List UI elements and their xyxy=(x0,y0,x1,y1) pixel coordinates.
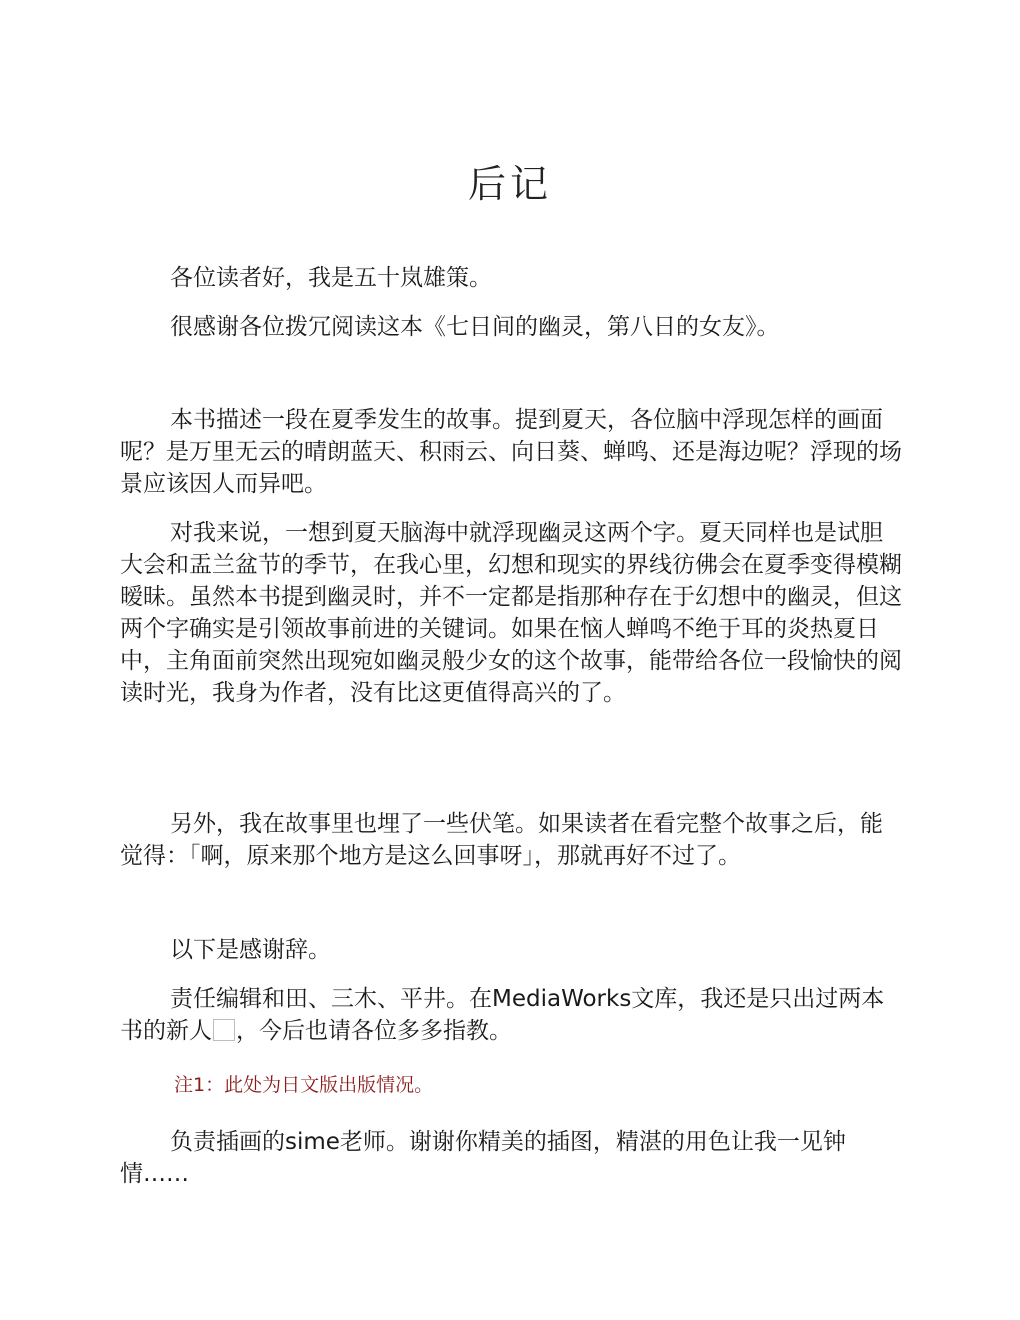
footnote: 注1：此处为日文版出版情况。 xyxy=(174,1074,434,1096)
page-title: 后记 xyxy=(467,162,552,206)
paragraph-illustrator: 负责插画的sime老师。谢谢你精美的插图，精湛的用色让我一见钟情…… xyxy=(120,1129,846,1187)
paragraph-greeting: 各位读者好，我是五十岚雄策。 xyxy=(170,265,492,291)
paragraph-editors-text: 责任编辑和田、三木、平井。在MediaWorks文库，我还是只出过两本书的新人 xyxy=(120,986,885,1044)
paragraph-editors xyxy=(120,983,902,1047)
paragraph-acknowledgements-intro: 以下是感谢辞。 xyxy=(170,937,331,963)
paragraph-ghost: 对我来说，一想到夏天脑海中就浮现幽灵这两个字。夏天同样也是试胆大会和盂兰盆节的季节，在我心里，幻想和现实的界线彷佛会在夏季变得模糊暧昧。虽然本书提到幽灵时，并不一定都是指那种存在于幻想中的幽灵，但这两个字确实是引领故事前进的关键词。如果在恼人蝉鸣不绝于耳的炎热夏日中，主角面前突然出现宛如幽灵般少女的这个故事，能带给各位一段愉快的阅读时光，我身为作者，没有比这更值得高兴的了。 xyxy=(120,520,902,706)
paragraph-editors-text-end: ，今后也请各位多多指教。 xyxy=(236,1018,512,1044)
paragraph-thanks: 很感谢各位拨冗阅读这本《七日间的幽灵，第八日的女友》。 xyxy=(170,314,780,340)
missing-glyph-box xyxy=(213,1019,235,1041)
paragraph-summer-story: 本书描述一段在夏季发生的故事。提到夏天，各位脑中浮现怎样的画面呢？是万里无云的晴朗蓝天、积雨云、向日葵、蝉鸣、还是海边呢？浮现的场景应该因人而异吧。 xyxy=(120,407,902,497)
paragraph-foreshadowing: 另外，我在故事里也埋了一些伏笔。如果读者在看完整个故事之后，能觉得：「啊，原来那个地方是这么回事呀」，那就再好不过了。 xyxy=(120,811,883,869)
